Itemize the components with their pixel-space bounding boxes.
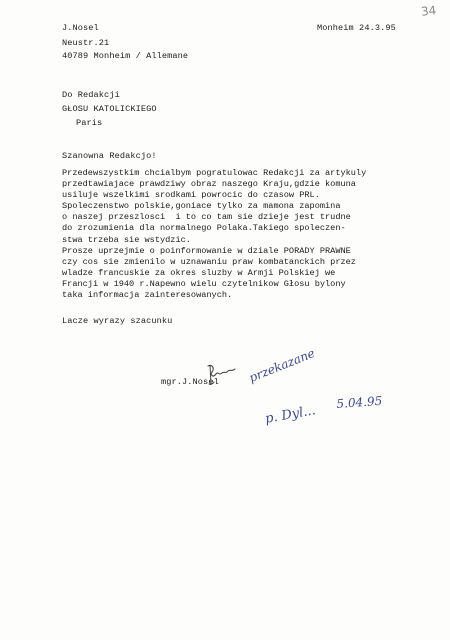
body-line: wladze francuskie za okres sluzby w Armji Polskiej we [62,267,336,278]
body-line: do zrozumienia dla normalnego Polaka.Takiego spoleczen- [62,223,346,234]
annotation-line-2: p. Dyl... [264,403,317,427]
body-line: taka informacja zainteresowanych. [62,290,233,301]
body-line: Przedewszystkim chcialbym pogratulowac Redakcji za artykuly [62,168,367,178]
sender-street: Neustr.21 [62,38,110,48]
body-line: Francji w 1940 r.Napewno wielu czytelnikow Głosu bylony [62,278,346,289]
salutation: Szanowna Redakcjo! [62,151,157,161]
recipient-line-2: GŁOSU KATOLICKIEGO [62,104,157,114]
body-line: usiluje wszelkimi srodkami powrocic do czasow PRL. [62,190,320,201]
body-line: Spoleczenstwo polskie,goniace tylko za mamona zapomina [62,201,341,212]
annotation-line-1: przekazane [247,345,317,385]
page-number: 34 [420,3,437,19]
body-line: przedtawiajace prawdziwy obraz naszego Kraju,gdzie komuna [62,179,356,190]
letter-body [62,168,412,301]
recipient-line-3: Paris [76,118,103,128]
signature-name: mgr.J.Nosel [161,377,219,387]
handwritten-signature [204,362,244,392]
recipient-line-1: Do Redakcji [62,90,120,100]
body-line: czy cos sie zmienilo w uznawaniu praw kombatanckich przez [62,256,356,267]
place-date: Monheim 24.3.95 [317,23,396,33]
sender-name: J.Nosel [62,23,99,33]
sender-city: 40789 Monheim / Allemane [62,51,189,61]
closing: Lacze wyrazy szacunku [62,316,173,326]
annotation-date: 5.04.95 [336,393,383,411]
body-line: Prosze uprzejmie o poinformowanie w dziale PORADY PRAWNE [62,245,351,256]
body-line: o naszej przeszlosci i to co tam sie dzieje jest trudne [62,212,351,223]
body-line: stwa trzeba sie wstydzic. [62,234,191,245]
